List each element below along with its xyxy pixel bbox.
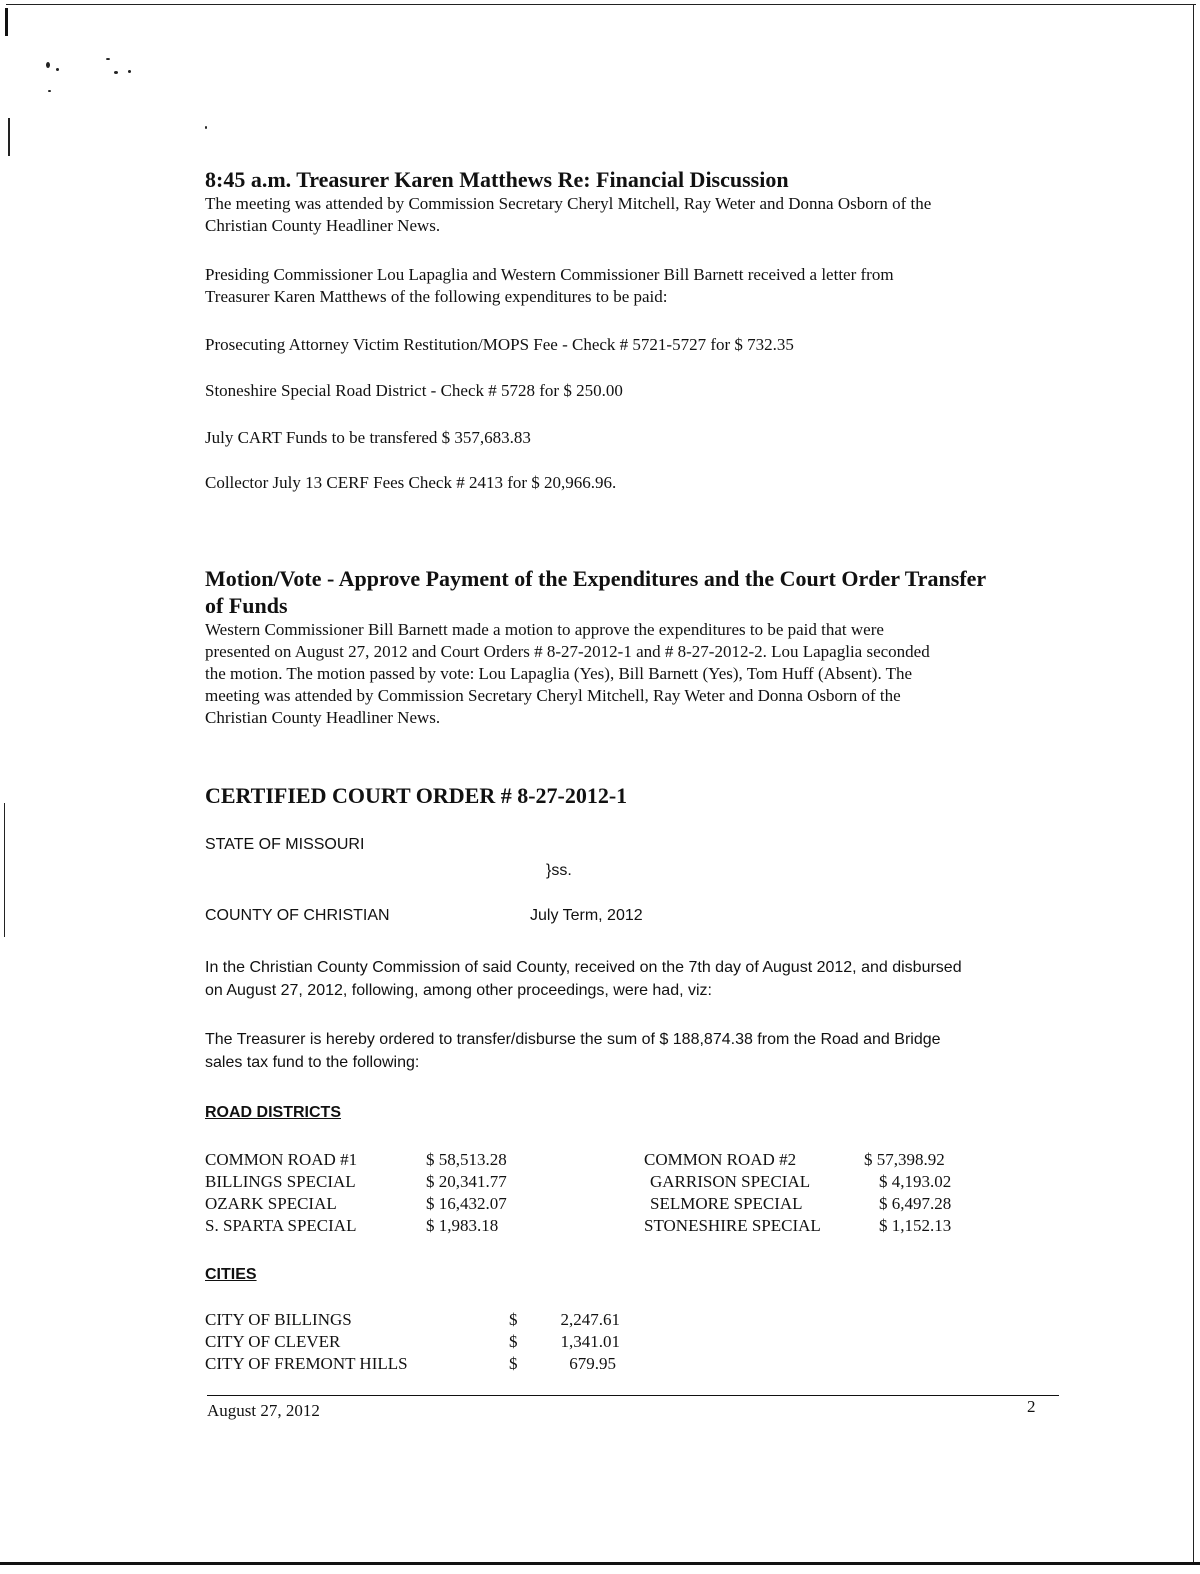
road-district-name: BILLINGS SPECIAL <box>205 1172 356 1191</box>
road-district-amount: $ 20,341.77 <box>426 1172 507 1191</box>
ss-label: }ss. <box>546 862 572 879</box>
paragraph-line: the motion. The motion passed by vote: Lou Lapaglia (Yes), Bill Barnett (Yes), Tom Huff (Absent). The <box>205 664 913 683</box>
scan-mark-left <box>8 118 10 156</box>
paragraph-line: meeting was attended by Commission Secretary Cheryl Mitchell, Ray Weter and Donna Osborn of the <box>205 686 901 705</box>
paragraph-line: Treasurer Karen Matthews of the following expenditures to be paid: <box>205 287 668 306</box>
paragraph-line: Western Commissioner Bill Barnett made a motion to approve the expenditures to be paid that were <box>205 620 884 639</box>
city-name: CITY OF FREMONT HILLS <box>205 1354 408 1373</box>
city-amount: 1,341.01 <box>560 1332 620 1351</box>
cities-heading: CITIES <box>205 1266 257 1283</box>
scan-border-right <box>1193 4 1194 1564</box>
road-district-name: S. SPARTA SPECIAL <box>205 1216 357 1235</box>
city-dollar-sign: $ <box>509 1332 518 1351</box>
footer-date: August 27, 2012 <box>207 1401 320 1420</box>
scan-speck <box>48 90 51 92</box>
road-district-amount: $ 57,398.92 <box>864 1150 945 1169</box>
road-district-name: STONESHIRE SPECIAL <box>644 1216 821 1235</box>
page-number: 2 <box>1027 1397 1036 1416</box>
expenditure-item: July CART Funds to be transfered $ 357,683.83 <box>205 428 531 447</box>
scan-speck <box>128 70 131 73</box>
scan-speck <box>46 62 50 68</box>
state-label: STATE OF MISSOURI <box>205 836 365 853</box>
road-district-name: OZARK SPECIAL <box>205 1194 337 1213</box>
paragraph-line: on August 27, 2012, following, among other proceedings, were had, viz: <box>205 982 712 999</box>
county-label: COUNTY OF CHRISTIAN <box>205 907 390 924</box>
expenditure-item: Prosecuting Attorney Victim Restitution/MOPS Fee - Check # 5721-5727 for $ 732.35 <box>205 335 794 354</box>
road-district-amount: $ 1,152.13 <box>879 1216 952 1235</box>
scan-mark-corner <box>5 8 8 36</box>
road-district-name: GARRISON SPECIAL <box>650 1172 811 1191</box>
road-district-amount: $ 16,432.07 <box>426 1194 507 1213</box>
section-heading-motion-vote: Motion/Vote - Approve Payment of the Expenditures and the Court Order Transfer <box>205 566 987 591</box>
city-amount: 679.95 <box>569 1354 616 1373</box>
road-district-name: COMMON ROAD #1 <box>205 1150 358 1169</box>
scan-mark-left <box>4 803 5 937</box>
road-district-amount: $ 1,983.18 <box>426 1216 499 1235</box>
scan-speck <box>106 58 110 60</box>
road-district-name: COMMON ROAD #2 <box>644 1150 797 1169</box>
paragraph-line: Presiding Commissioner Lou Lapaglia and Western Commissioner Bill Barnett received a letter from <box>205 265 894 284</box>
paragraph-line: sales tax fund to the following: <box>205 1054 420 1071</box>
road-district-amount: $ 6,497.28 <box>879 1194 952 1213</box>
scan-speck <box>114 71 118 74</box>
footer-rule <box>207 1395 1059 1396</box>
expenditure-item: Collector July 13 CERF Fees Check # 2413 for $ 20,966.96. <box>205 473 617 492</box>
paragraph-line: Christian County Headliner News. <box>205 216 441 235</box>
paragraph-line: presented on August 27, 2012 and Court Orders # 8-27-2012-1 and # 8-27-2012-2. Lou Lapaglia seconded <box>205 642 930 661</box>
section-heading-motion-vote-cont: of Funds <box>205 593 288 618</box>
scan-speck <box>56 68 59 71</box>
scan-speck <box>205 126 207 129</box>
city-name: CITY OF CLEVER <box>205 1332 341 1351</box>
scan-border-bottom <box>0 1562 1200 1565</box>
section-heading-financial-discussion: 8:45 a.m. Treasurer Karen Matthews Re: Financial Discussion <box>205 167 789 192</box>
city-name: CITY OF BILLINGS <box>205 1310 352 1329</box>
road-district-amount: $ 4,193.02 <box>879 1172 952 1191</box>
city-dollar-sign: $ <box>509 1310 518 1329</box>
scan-border-top <box>6 4 1196 5</box>
paragraph-line: Christian County Headliner News. <box>205 708 441 727</box>
city-dollar-sign: $ <box>509 1354 518 1373</box>
paragraph-line: The meeting was attended by Commission Secretary Cheryl Mitchell, Ray Weter and Donna Osborn of the <box>205 194 932 213</box>
court-order-heading: CERTIFIED COURT ORDER # 8-27-2012-1 <box>205 783 628 808</box>
road-districts-heading: ROAD DISTRICTS <box>205 1104 341 1121</box>
expenditure-item: Stoneshire Special Road District - Check # 5728 for $ 250.00 <box>205 381 623 400</box>
road-district-amount: $ 58,513.28 <box>426 1150 507 1169</box>
road-district-name: SELMORE SPECIAL <box>650 1194 803 1213</box>
paragraph-line: In the Christian County Commission of said County, received on the 7th day of August 2012, and disbursed <box>205 959 962 976</box>
term-label: July Term, 2012 <box>530 907 643 924</box>
paragraph-line: The Treasurer is hereby ordered to transfer/disburse the sum of $ 188,874.38 from the Road and Bridge <box>205 1031 941 1048</box>
city-amount: 2,247.61 <box>560 1310 620 1329</box>
